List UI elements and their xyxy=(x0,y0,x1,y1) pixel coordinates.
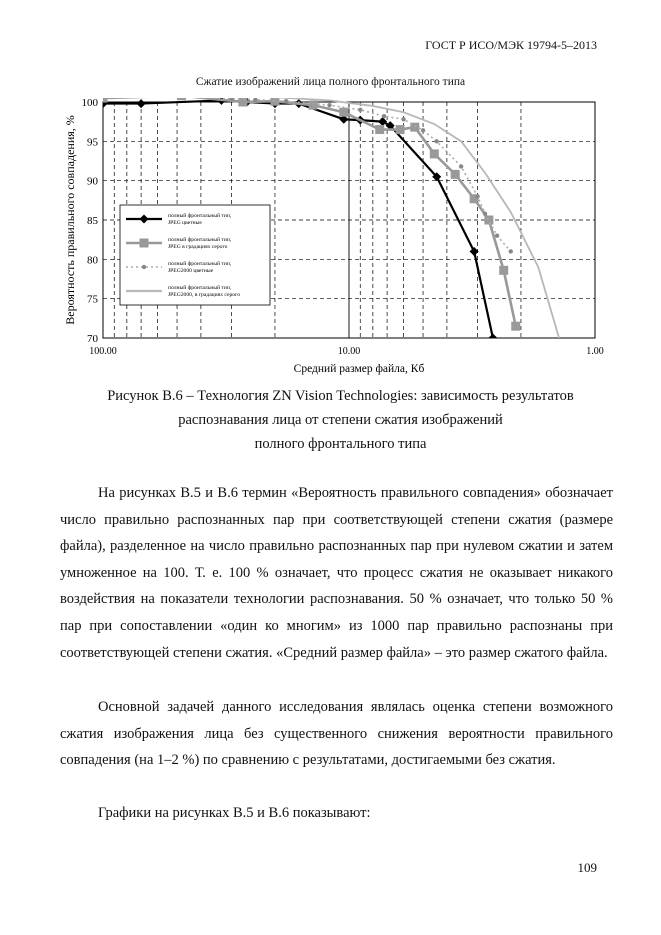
series-2-point xyxy=(475,194,479,198)
x-axis-label: Средний размер файла, Кб xyxy=(293,363,425,375)
paragraph-1 xyxy=(60,480,613,666)
document-header: ГОСТ Р ИСО/МЭК 19794-5–2013 xyxy=(425,38,597,52)
legend-label: полный фронтальный тип, JPEG в градациях серого xyxy=(168,237,232,250)
x-tick-label: 1.00 xyxy=(586,346,604,357)
series-1-point xyxy=(177,92,186,100)
y-tick-label: 85 xyxy=(87,215,98,227)
series-2-point xyxy=(327,103,331,107)
page-number: 109 xyxy=(577,860,597,875)
series-1-point xyxy=(140,239,149,248)
series-2-point xyxy=(229,97,233,101)
x-tick-label: 100.00 xyxy=(89,346,117,357)
series-2-point xyxy=(495,234,499,238)
y-tick-label: 90 xyxy=(87,175,98,188)
series-2-point xyxy=(421,128,425,132)
chart-title: Сжатие изображений лица полного фронтального типа xyxy=(195,76,466,88)
series-2-point xyxy=(483,212,487,216)
legend-label: полный фронтальный тип, JPEG2000, в градациях серого xyxy=(168,285,241,298)
series-1-point xyxy=(451,170,460,179)
series-2-point xyxy=(459,164,463,168)
y-tick-label: 95 xyxy=(87,136,98,149)
paragraph-2-text: Основной задачей данного исследования являлась оценка степени возможного сжатия изображения лица без существенного снижения вероятности правильного совпадения (на 1–2 %) по сравнению с результатами, достигаемыми без сжатия. xyxy=(60,699,613,769)
series-2-point xyxy=(509,249,513,253)
series-2-point xyxy=(401,117,405,121)
y-tick-label: 75 xyxy=(87,293,98,306)
y-axis-label: Вероятность правильного совпадения, % xyxy=(63,115,77,325)
caption-line-1: Рисунок В.6 – Технология ZN Vision Technologies: зависимость результатов xyxy=(107,388,574,404)
paragraph-1-text: На рисунках В.5 и В.6 термин «Вероятность правильного совпадения» обозначает число правильно распознанных пар при соответствующей степени сжатия (размере файла), разделенное на число правильно распознанных пар при нулевом сжатии и затем умноженное на 100. Т. е. 100 % означает, что процесс сжатия не оказывает никакого воздействия на показатели технологии распознавания. 50 % означает, что только 50 % пар при сопоставлении «один ко многим» из 1000 пар правильно распознаны при соответствующей степени сжатия. «Средний размер файла» – это размер сжатого файла. xyxy=(60,485,613,661)
caption-line-2: распознавания лица от степени сжатия изображений xyxy=(178,412,503,428)
x-tick-label: 10.00 xyxy=(337,346,361,357)
series-1-point xyxy=(396,125,405,134)
y-tick-label: 70 xyxy=(87,333,98,345)
series-1-point xyxy=(511,322,520,331)
caption-line-3: полного фронтального типа xyxy=(254,436,427,452)
legend-label: полный фронтальный тип, JPEG2000 цветные xyxy=(168,261,232,274)
series-2-point xyxy=(382,114,386,118)
series-1-point xyxy=(484,216,493,225)
series-1-point xyxy=(375,125,384,134)
paragraph-2 xyxy=(60,694,613,774)
paragraph-3-text: Графики на рисунках В.5 и В.6 показывают: xyxy=(98,805,371,821)
y-tick-label: 100 xyxy=(81,97,98,109)
figure-caption xyxy=(60,384,621,456)
legend-label: полный фронтальный тип, JPEG цветные xyxy=(168,213,232,226)
paragraph-3 xyxy=(60,800,613,827)
compression-chart xyxy=(60,92,620,382)
series-1-point xyxy=(499,266,508,275)
series-2-point xyxy=(435,139,439,143)
series-2-point xyxy=(179,94,183,98)
series-2-point xyxy=(142,265,146,269)
series-2-point xyxy=(253,97,257,101)
series-1-point xyxy=(309,101,318,110)
series-2-point xyxy=(284,99,288,103)
y-tick-label: 80 xyxy=(87,254,98,267)
series-2-point xyxy=(101,94,105,98)
series-1-point xyxy=(430,149,439,158)
series-2-point xyxy=(358,108,362,112)
series-1-point xyxy=(339,108,348,117)
